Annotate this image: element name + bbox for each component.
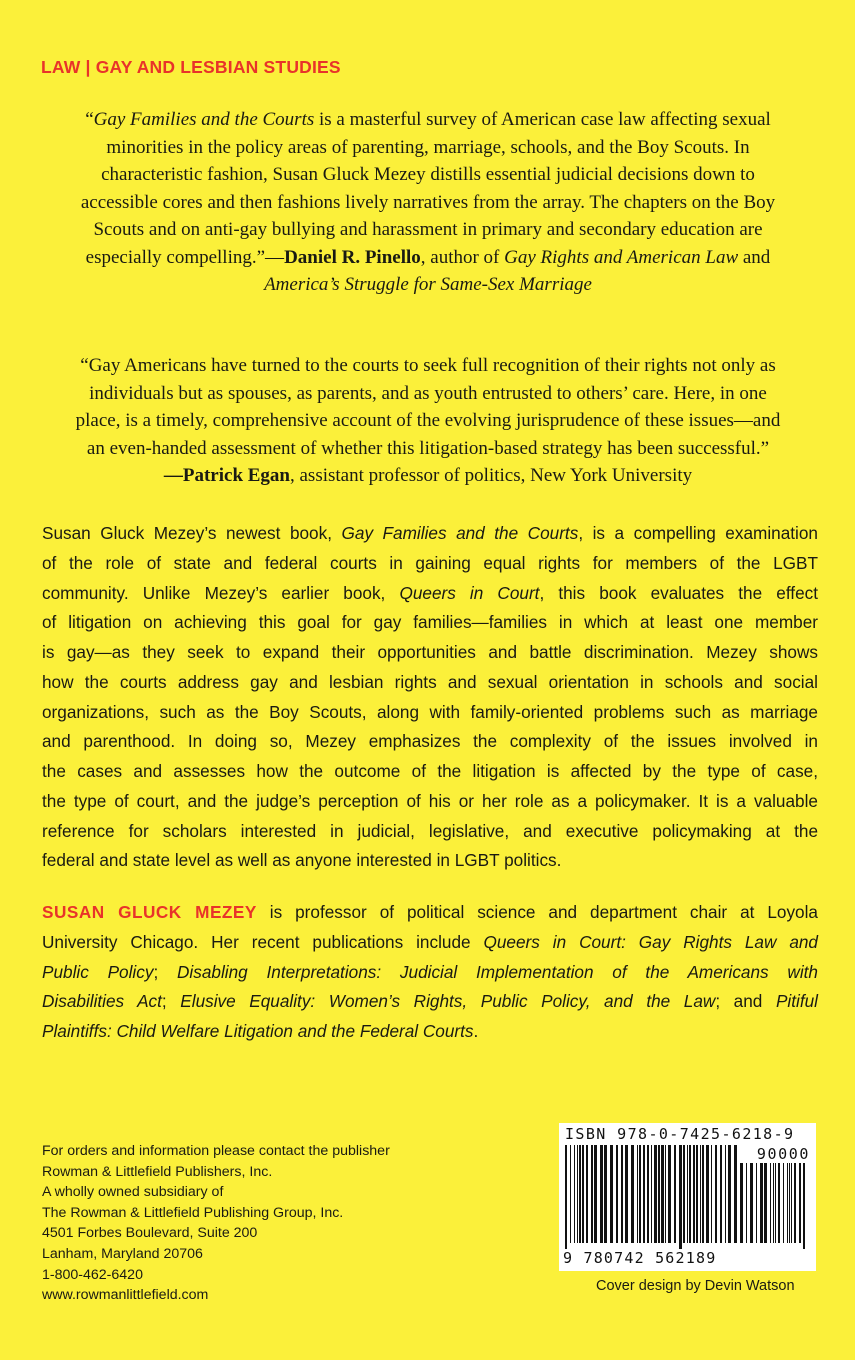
barcode-bar — [687, 1145, 688, 1243]
desc-line: federal and state level as well as anyone interested in LGBT politics. — [42, 850, 562, 871]
quote-line: Scouts and on anti-gay bullying and harassment in primary and secondary education are — [93, 219, 763, 240]
bio-line: Public Policy; Disabling Interpretations: Judicial Implementation of the Americans with — [42, 961, 818, 982]
barcode-bar — [720, 1145, 722, 1243]
quote-line: “Gay Families and the Courts is a masterful survey of American case law affecting sexual — [85, 109, 771, 130]
review-quote-pinello — [28, 106, 828, 299]
barcode-bar — [625, 1145, 628, 1243]
barcode-bar — [600, 1145, 603, 1243]
barcode-bar — [577, 1145, 578, 1243]
barcode-bar — [693, 1145, 695, 1243]
author-bio — [42, 898, 818, 1047]
desc-line: the type of court, and the judge’s perception of his or her role as a policymaker. It is a valuable — [42, 790, 818, 811]
barcode-bar — [651, 1145, 652, 1243]
desc-line: organizations, such as the Boy Scouts, along with family-oriented problems such as marriage — [42, 701, 818, 722]
barcode-bar — [616, 1145, 618, 1243]
barcode-bar — [610, 1145, 613, 1243]
bio-line: University Chicago. Her recent publications include Queers in Court: Gay Rights Law and — [42, 931, 818, 952]
quote-line: characteristic fashion, Susan Gluck Mezey distills essential judicial decisions down to — [101, 164, 755, 185]
barcode-bar — [683, 1145, 685, 1243]
desc-line: is gay—as they seek to expand their opportunities and battle discrimination. Mezey shows — [42, 642, 818, 662]
quote-line: “Gay Americans have turned to the courts to seek full recognition of their rights not only as — [80, 355, 776, 376]
barcode-bar — [702, 1145, 704, 1243]
barcode-bar — [570, 1145, 571, 1243]
barcode-digits: 9 780742 562189 — [563, 1249, 717, 1267]
barcode-bar — [654, 1145, 657, 1243]
barcode-bar — [715, 1145, 717, 1243]
desc-line: of the role of state and federal courts in gaining equal rights for members of the LGBT — [42, 552, 818, 573]
barcode-bar — [696, 1145, 698, 1243]
barcode-bar — [631, 1145, 634, 1243]
barcode-bar — [594, 1145, 597, 1243]
publisher-line: A wholly owned subsidiary of — [42, 1184, 224, 1201]
barcode-bar — [639, 1145, 641, 1243]
publisher-line: For orders and information please contact the publisher — [42, 1143, 390, 1159]
quote-line: America’s Struggle for Same-Sex Marriage — [264, 274, 592, 295]
barcode-bar — [689, 1145, 691, 1243]
barcode-bar — [591, 1145, 593, 1243]
barcode-bar — [586, 1145, 588, 1243]
publisher-phone: 1-800-462-6420 — [42, 1266, 143, 1283]
barcode-bar — [565, 1145, 567, 1249]
quote-line: place, is a timely, comprehensive account of the evolving jurisprudence of these issues—and — [75, 410, 781, 431]
barcode-bar — [728, 1145, 731, 1243]
barcode-bar — [604, 1145, 607, 1243]
barcode-bar — [734, 1145, 737, 1243]
desc-line: of litigation on achieving this goal for gay families—families in which at least one member — [42, 612, 818, 633]
barcode-bar — [679, 1145, 682, 1249]
barcode-bar — [661, 1145, 664, 1243]
bio-line: Disabilities Act; Elusive Equality: Women’s Rights, Public Policy, and the Law; and Pitiful — [42, 991, 818, 1012]
barcode-bar — [711, 1145, 712, 1243]
quote-line: minorities in the policy areas of parenting, marriage, schools, and the Boy Scouts. In — [106, 136, 750, 158]
price-code: 90000 — [756, 1145, 810, 1163]
category-label: LAW | GAY AND LESBIAN STUDIES — [41, 57, 341, 77]
barcode-bar — [725, 1145, 726, 1243]
book-description — [42, 519, 818, 876]
barcode-bar — [579, 1145, 581, 1243]
barcode-bar — [665, 1145, 666, 1243]
publisher-info — [42, 1141, 390, 1306]
barcode-bar — [674, 1145, 676, 1243]
desc-line: and parenthood. In doing so, Mezey emphasizes the complexity of the issues involved in — [42, 731, 818, 752]
publisher-line: Rowman & Littlefield Publishers, Inc. — [42, 1163, 273, 1180]
desc-line: how the courts address gay and lesbian rights and sexual orientation in schools and social — [42, 671, 818, 692]
review-quote-egan — [28, 352, 828, 490]
cover-design-credit: Cover design by Devin Watson — [596, 1278, 795, 1294]
publisher-line: The Rowman & Littlefield Publishing Group, Inc. — [42, 1204, 344, 1221]
desc-line: Susan Gluck Mezey’s newest book, Gay Families and the Courts, is a compelling examination — [42, 523, 818, 543]
barcode-bar — [668, 1145, 671, 1243]
quote-line: an even-handed assessment of whether this litigation-based strategy has been successful.” — [86, 437, 770, 459]
barcode-bar — [582, 1145, 584, 1243]
isbn-barcode — [559, 1123, 816, 1271]
barcode-bar — [574, 1145, 575, 1243]
barcode-bar — [658, 1145, 660, 1243]
desc-line: community. Unlike Mezey’s earlier book, Queers in Court, this book evaluates the effect — [42, 582, 818, 603]
bio-line: SUSAN GLUCK MEZEY is professor of political science and department chair at Loyola — [42, 902, 818, 922]
desc-line: reference for scholars interested in judicial, legislative, and executive policymaking at the — [42, 820, 818, 841]
isbn-number: ISBN 978-0-7425-6218-9 — [565, 1125, 795, 1143]
publisher-website: www.rowmanlittlefield.com — [42, 1287, 209, 1304]
quote-line: especially compelling.”—Daniel R. Pinello, author of Gay Rights and American Law and — [85, 246, 771, 268]
quote-line: accessible cores and then fashions lively narratives from the array. The chapters on the Boy — [80, 191, 776, 213]
publisher-line: Lanham, Maryland 20706 — [42, 1245, 203, 1262]
barcode-bar — [700, 1145, 701, 1243]
barcode-bar — [706, 1145, 709, 1243]
publisher-line: 4501 Forbes Boulevard, Suite 200 — [42, 1225, 258, 1242]
author-name: SUSAN GLUCK MEZEY — [42, 902, 257, 922]
barcode-bar — [621, 1145, 623, 1243]
barcode-bar — [647, 1145, 649, 1243]
quote-attribution: —Patrick Egan, assistant professor of politics, New York University — [163, 465, 693, 486]
barcode-bar — [637, 1145, 638, 1243]
bio-line: Plaintiffs: Child Welfare Litigation and the Federal Courts. — [42, 1021, 479, 1041]
quote-line: individuals but as spouses, as parents, and as youth entrusted to others’ care. Here, in one — [89, 382, 767, 404]
barcode-bar — [643, 1145, 645, 1243]
desc-line: the cases and assesses how the outcome of the litigation is affected by the type of case, — [42, 761, 818, 781]
